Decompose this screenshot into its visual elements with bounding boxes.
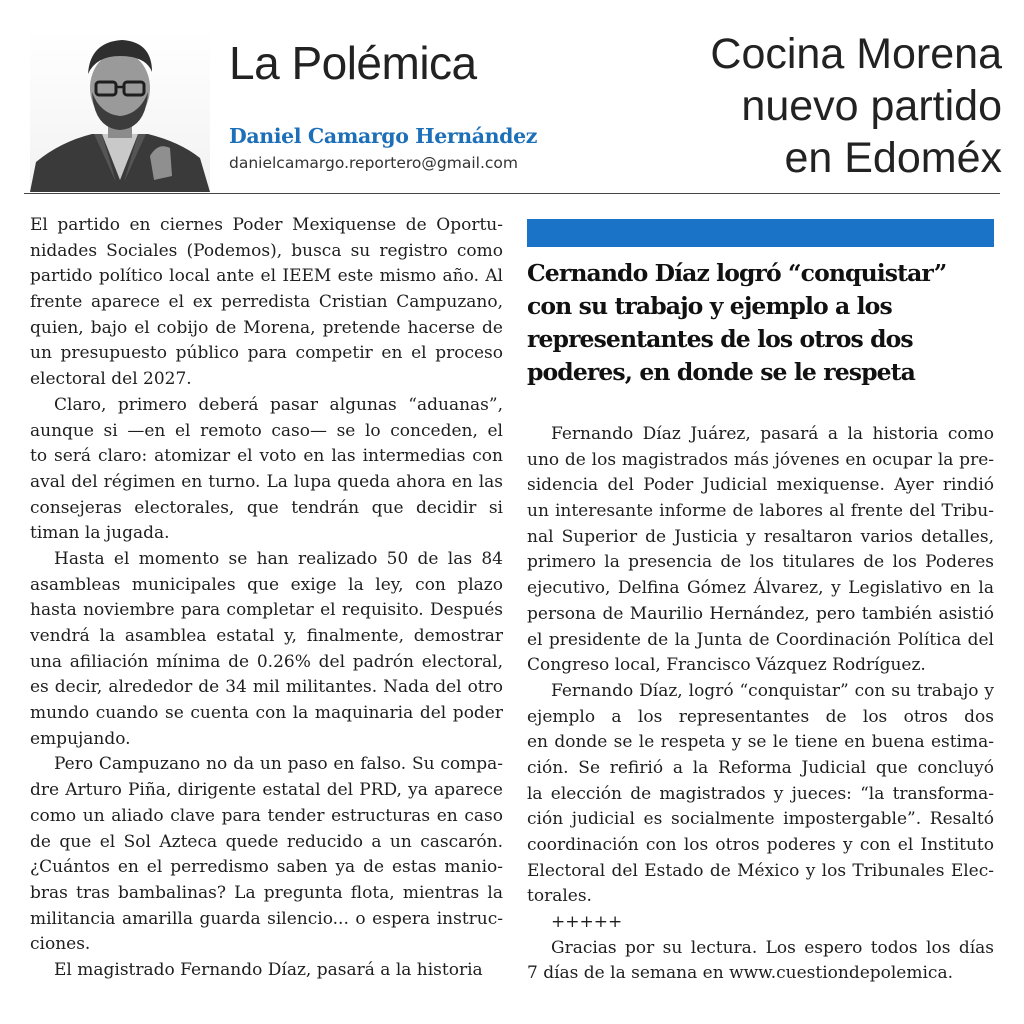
text-line: uno de los magistrados más jóvenes en ocupar la pre- [527,449,994,470]
text-line: una afiliación mínima de 0.26% del padrón electoral, [30,651,503,672]
text-line: hasta noviembre para completar el requisito. Después [30,600,503,621]
subheading-line: Cernando Díaz logró “conquistar” [527,259,947,287]
text-line: un presupuesto público para competir en el proceso [30,343,503,364]
paragraph [30,393,503,547]
text-line: Congreso local, Francisco Vázquez Rodríguez. [527,655,926,676]
text-line: ciones. [30,934,91,955]
text-line: empujando. [30,728,131,749]
text-line: ¿Cuántos en el perredismo saben ya de estas manio- [30,857,503,878]
left-column [30,213,503,984]
text-line: persona de Maurilio Hernández, pero también asistió [527,603,994,624]
text-line: ejemplo a los representantes de los otros dos [527,706,994,727]
text-line: ejecutivo, Delfina Gómez Álvarez, y Legislativo en la [527,578,994,599]
text-line: quien, bajo el cobijo de Morena, pretende hacerse de [30,317,503,338]
text-line: 7 días de la semana en www.cuestiondepolemica. [527,963,953,984]
article-title-line: nuevo partido [741,82,1002,130]
author-email: danielcamargo.reportero@gmail.com [229,154,518,172]
article-title [562,28,1002,184]
text-line: la elección de magistrados y jueces: “la transforma- [527,783,994,804]
section-accent-bar [527,219,994,247]
text-line: dre Arturo Piña, dirigente estatal del PRD, ya aparece [30,780,503,801]
text-line: El partido en ciernes Poder Mexiquense de Oportu- [30,215,503,235]
closing-paragraph [527,936,994,987]
text-line: partido político local ante el IEEM este mismo año. Al [30,266,503,287]
paragraph [30,958,503,984]
paragraph [527,679,994,910]
text-line: bras tras bambalinas? La pregunta flota, mientras la [30,882,503,903]
text-line: ción. Se refirió a la Reforma Judicial que concluyó [527,757,994,778]
text-line: Claro, primero deberá pasar algunas “aduanas”, [54,394,503,415]
text-line: Fernando Díaz, logró “conquistar” con su trabajo y [551,680,994,701]
text-line: electoral del 2027. [30,369,192,390]
text-line: mundo cuando se cuenta con la maquinaria del poder [30,703,503,724]
subheading-line: representantes de los otros dos [527,325,913,353]
paragraph [527,422,994,679]
text-line: primero la presencia de los titulares de los Poderes [527,552,994,573]
text-line: torales. [527,886,592,907]
paragraph [30,547,503,753]
text-line: ción judicial es socialmente impostergable”. Resaltó [527,809,994,830]
text-line: Pero Campuzano no da un paso en falso. Su compa- [54,754,503,775]
text-line: Hasta el momento se han realizado 50 de las 84 [54,548,503,569]
text-line: el presidente de la Junta de Coordinación Política del [527,629,994,650]
header-divider [24,193,1000,194]
subheading-line: poderes, en donde se le respeta [527,358,915,386]
text-line: Gracias por su lectura. Los espero todos los días [551,937,994,958]
subheading-line: con su trabajo y ejemplo a los [527,292,892,320]
text-line: to será claro: atomizar el voto en las intermedias con [30,446,503,467]
text-line: aval del régimen en turno. La lupa queda ahora en las [30,471,503,492]
author-name: Daniel Camargo Hernández [229,124,537,148]
text-line: nidades Sociales (Podemos), busca su registro como [30,240,503,261]
text-line: coordinación con los otros poderes y con el Instituto [527,835,994,856]
text-line: como un aliado clave para tender estructuras en caso [30,805,503,826]
text-line: aunque si —en el remoto caso— se lo conceden, el [30,420,503,441]
text-line: frente aparece el ex perredista Cristian Campuzano, [30,292,503,313]
article-title-line: Cocina Morena [710,30,1002,78]
text-line: es decir, alrededor de 34 mil militantes. Nada del otro [30,677,503,698]
text-line: timan la jugada. [30,523,170,544]
paragraph [30,752,503,958]
text-line: consejeras electorales, que tendrán que decidir si [30,497,503,518]
text-line: militancia amarilla guarda silencio... o espera instruc- [30,908,503,929]
section-separator: +++++ [551,912,623,933]
text-line: en donde se le respeta y se le tiene en buena estima- [527,732,994,753]
text-line: un interesante informe de labores al frente del Tribu- [527,501,994,522]
text-line: El magistrado Fernando Díaz, pasará a la historia [54,960,483,980]
article-title-line: en Edoméx [784,134,1002,182]
text-line: nal Superior de Justicia y resaltaron varios detalles, [527,526,994,547]
section-subheading [527,257,997,389]
text-line: Electoral del Estado de México y los Tribunales Elec- [527,860,994,881]
column-name: La Polémica [229,37,477,89]
right-column [527,422,994,987]
text-line: Fernando Díaz Juárez, pasará a la historia como [551,424,994,444]
text-line: vendrá la asamblea estatal y, finalmente, demostrar [30,626,503,647]
text-line: sidencia del Poder Judicial mexiquense. Ayer rindió [527,475,994,496]
paragraph [30,213,503,393]
author-photo [30,30,210,192]
text-line: de que el Sol Azteca quede reducido a un cascarón. [30,831,503,852]
text-line: asambleas municipales que exige la ley, con plazo [30,574,503,595]
